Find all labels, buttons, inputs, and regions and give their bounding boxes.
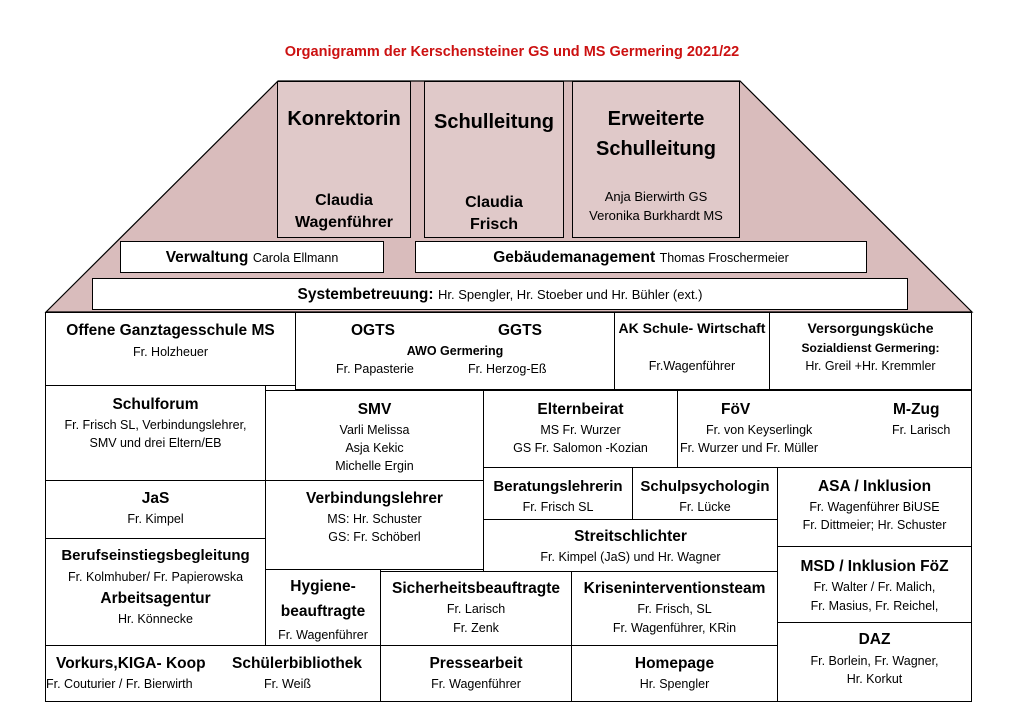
verbindungslehrer-box [265, 480, 484, 570]
beratung-label: Beratungslehrerin [493, 478, 623, 495]
schulleitung-name2: Frisch [469, 216, 518, 233]
system-label: Systembetreuung: [297, 286, 434, 303]
verwaltung-label: Verwaltung [165, 249, 249, 266]
streit-label: Streitschlichter [574, 528, 687, 545]
krise-label: Kriseninterventionsteam [583, 580, 766, 597]
system-names: Hr. Spengler, Hr. Stoeber und Hr. Bühler (ext.) [438, 287, 703, 302]
konrektorin-label: Konrektorin [287, 108, 401, 130]
foev-label: FöV [721, 401, 751, 418]
hygiene-box [265, 569, 381, 646]
msd-inklusion-box [777, 546, 972, 623]
daz-box [777, 622, 972, 702]
krisenintervention-box [571, 571, 778, 646]
smv-name3: Michelle Ergin [335, 459, 414, 473]
mzug-label: M-Zug [893, 401, 940, 418]
foev-box [677, 390, 972, 468]
ogts-label: OGTS [351, 322, 395, 339]
elternbeirat-line1: MS Fr. Wurzer [540, 423, 621, 437]
schulforum-label: Schulforum [112, 396, 199, 413]
mzug-name: Fr. Larisch [892, 423, 951, 437]
asa-inklusion-box [777, 467, 972, 547]
konrektorin-box [277, 81, 411, 238]
konrektorin-name1: Claudia [315, 192, 373, 209]
krise-line2: Fr. Wagenführer, KRin [612, 621, 737, 635]
kueche-label: Versorgungsküche [807, 320, 934, 336]
arbeitsagentur-name: Hr. Könnecke [117, 612, 194, 626]
homepage-name: Hr. Spengler [639, 677, 710, 691]
berufs-names: Fr. Kolmhuber/ Fr. Papierowska [67, 570, 244, 584]
kueche-names: Hr. Greil +Hr. Kremmler [805, 359, 936, 373]
vorkurs-names: Fr. Couturier / Fr. Bierwirth [46, 677, 193, 691]
berufseinstieg-box [45, 538, 266, 646]
daz-label: DAZ [858, 631, 891, 648]
kueche-org: Sozialdienst Germering: [801, 341, 940, 355]
ogts-name1: Fr. Papasterie [336, 362, 414, 376]
vorkurs-label: Vorkurs,KIGA- Koop [56, 655, 206, 672]
smv-name1: Varli Melissa [339, 423, 410, 437]
krise-line1: Fr. Frisch, SL [637, 602, 712, 616]
elternbeirat-label: Elternbeirat [537, 401, 624, 418]
schulleitung-label: Schulleitung [434, 111, 554, 133]
psych-label: Schulpsychologin [640, 478, 770, 495]
sicherheit-label: Sicherheitsbeauftragte [392, 580, 560, 597]
asa-label: ASA / Inklusion [817, 478, 932, 495]
beratungslehrerin-box [483, 467, 633, 520]
versorgungskueche-box [769, 312, 972, 390]
vorkurs-bibliothek-box [45, 645, 381, 702]
ogts-ms-box [45, 312, 296, 386]
jas-name: Fr. Kimpel [127, 512, 184, 526]
elternbeirat-line2: GS Fr. Salomon -Kozian [513, 441, 648, 455]
asa-line2: Fr. Dittmeier; Hr. Schuster [802, 518, 947, 532]
ogts-name2: Fr. Herzog-Eß [468, 362, 547, 376]
schulleitung-name1: Claudia [465, 194, 523, 211]
ogts-ggts-box [295, 312, 615, 390]
presse-label: Pressearbeit [429, 655, 523, 672]
ak-label: AK Schule- Wirtschaft [618, 320, 766, 336]
ggts-label: GGTS [498, 322, 542, 339]
streitschlichter-box [483, 519, 778, 572]
msd-label: MSD / Inklusion FöZ [800, 558, 949, 575]
homepage-label: Homepage [634, 655, 715, 672]
gebaeude-box [415, 241, 867, 273]
psych-name: Fr. Lücke [679, 500, 731, 514]
jas-box [45, 480, 266, 539]
hygiene-label1: Hygiene- [290, 578, 356, 595]
smv-box [265, 390, 484, 481]
bibliothek-label: Schülerbibliothek [232, 655, 363, 672]
schulforum-line2: SMV und drei Eltern/EB [89, 436, 222, 450]
homepage-box [571, 645, 778, 702]
pressearbeit-box [380, 645, 572, 702]
erweiterte-label1: Erweiterte [607, 108, 705, 130]
ak-name: Fr.Wagenführer [648, 359, 736, 373]
ogts-ms-label: Offene Ganztagesschule MS [66, 322, 275, 339]
berufs-label: Berufseinstiegsbegleitung [61, 547, 250, 564]
hygiene-name: Fr. Wagenführer [278, 628, 368, 642]
verbindung-line2: GS: Fr. Schöberl [328, 530, 421, 544]
ak-wirtschaft-box [614, 312, 770, 390]
ogts-org: AWO Germering [406, 344, 504, 358]
verwaltung-box [120, 241, 384, 273]
smv-label: SMV [357, 401, 392, 418]
smv-name2: Asja Kekic [345, 441, 404, 455]
bibliothek-name: Fr. Weiß [264, 677, 311, 691]
sicherheit-line1: Fr. Larisch [446, 602, 506, 616]
schulleitung-box [424, 81, 564, 238]
gebaeude-name: Thomas Froschermeier [659, 251, 789, 265]
verwaltung-name: Carola Ellmann [252, 251, 339, 265]
arbeitsagentur-label: Arbeitsagentur [100, 590, 211, 607]
sicherheit-line2: Fr. Zenk [453, 621, 499, 635]
elternbeirat-box [483, 390, 678, 468]
streit-names: Fr. Kimpel (JaS) und Hr. Wagner [540, 550, 721, 564]
konrektorin-name2: Wagenführer [294, 214, 394, 231]
sicherheit-box [380, 571, 572, 646]
presse-name: Fr. Wagenführer [431, 677, 521, 691]
daz-line2: Hr. Korkut [846, 672, 903, 686]
schulforum-box [45, 385, 266, 481]
msd-line2: Fr. Masius, Fr. Reichel, [810, 599, 939, 613]
schulforum-line1: Fr. Frisch SL, Verbindungslehrer, [64, 418, 247, 432]
schulpsychologin-box [632, 467, 778, 520]
jas-label: JaS [141, 490, 170, 507]
page-title: Organigramm der Kerschensteiner GS und MS Germering 2021/22 [284, 44, 740, 60]
erweiterte-schulleitung-box [572, 81, 740, 238]
verbindung-line1: MS: Hr. Schuster [327, 512, 422, 526]
hygiene-label2: beauftragte [280, 603, 366, 620]
ogts-ms-name: Fr. Holzheuer [132, 345, 209, 359]
erweiterte-member2: Veronika Burkhardt MS [589, 208, 723, 223]
erweiterte-label2: Schulleitung [596, 138, 716, 160]
systembetreuung-box [92, 278, 908, 310]
erweiterte-member1: Anja Bierwirth GS [604, 189, 708, 204]
beratung-name: Fr. Frisch SL [522, 500, 594, 514]
foev-line1: Fr. von Keyserlingk [706, 423, 813, 437]
verbindung-label: Verbindungslehrer [306, 490, 443, 507]
foev-line2: Fr. Wurzer und Fr. Müller [680, 441, 818, 455]
gebaeude-label: Gebäudemanagement [493, 249, 656, 266]
msd-line1: Fr. Walter / Fr. Malich, [813, 580, 936, 594]
asa-line1: Fr. Wagenführer BiUSE [809, 500, 940, 514]
daz-line1: Fr. Borlein, Fr. Wagner, [810, 654, 939, 668]
